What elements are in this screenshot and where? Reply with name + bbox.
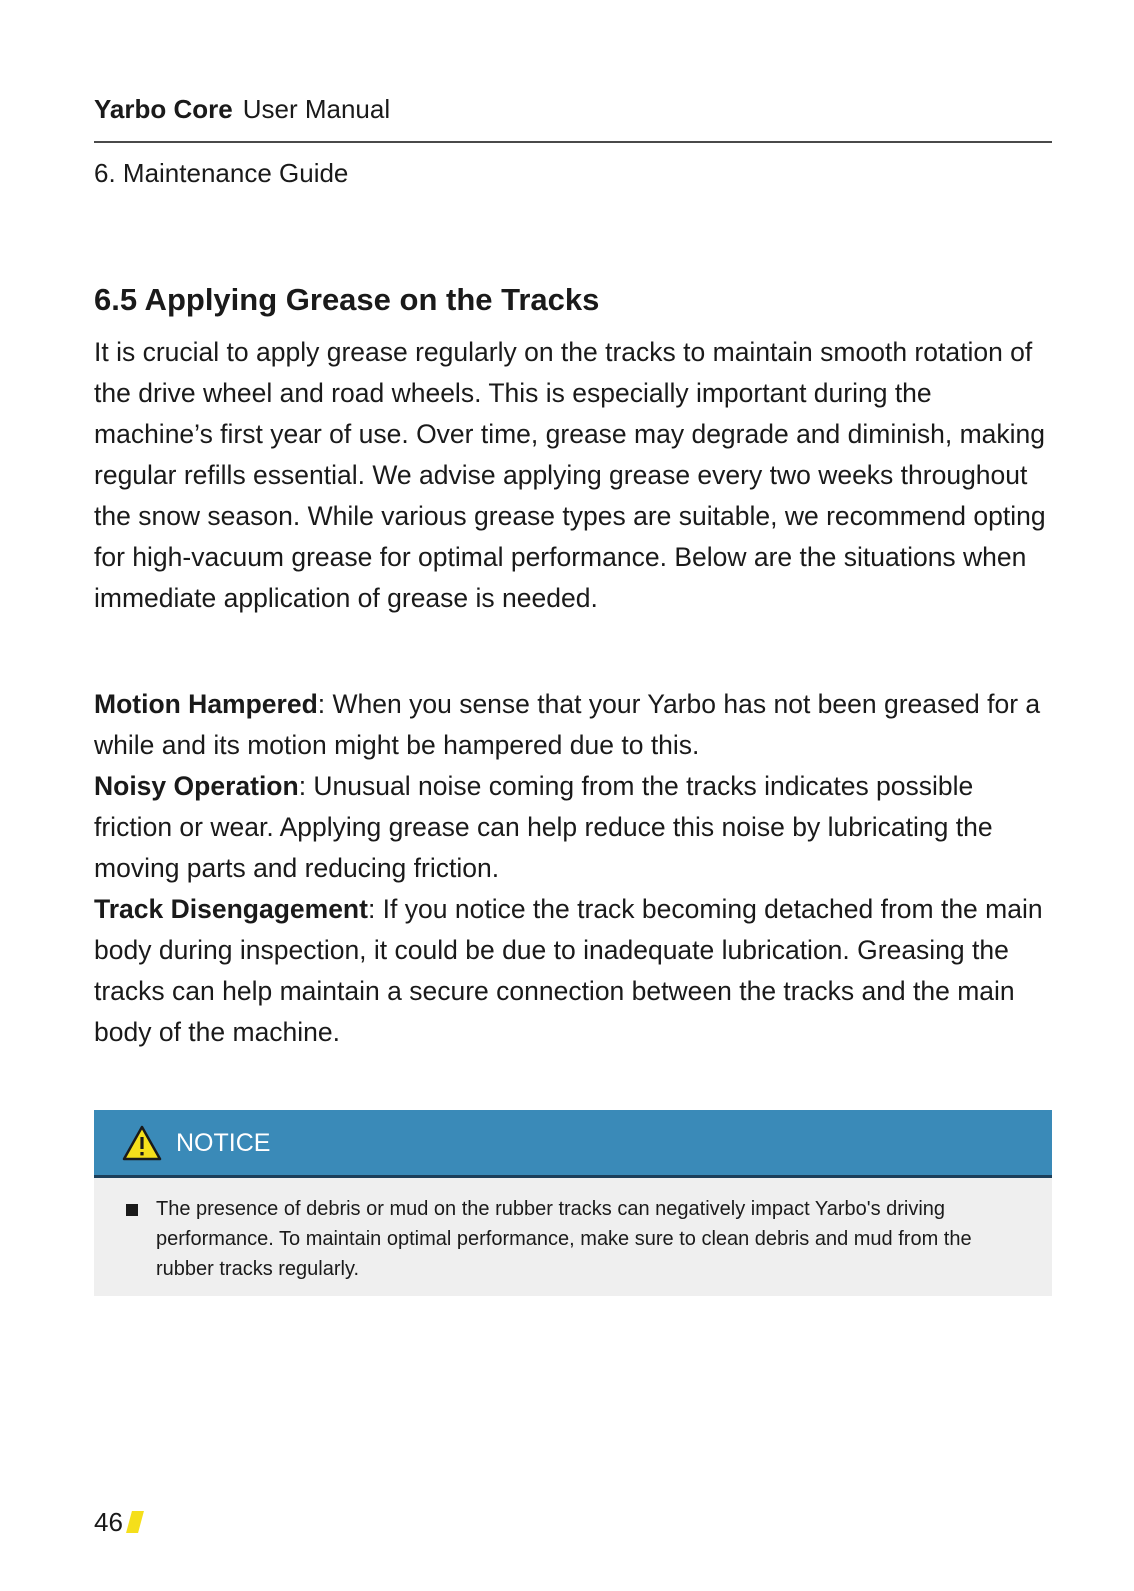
page-number: 46 (94, 1507, 123, 1537)
warning-triangle-icon (122, 1125, 162, 1161)
notice-body (94, 1178, 1052, 1296)
document-title (94, 92, 1051, 126)
situation-description: : If you notice the track becoming detached from the main body during inspection, it could be due to inadequate lubrication. Greasing the tracks can help maintain a secure connection between the tracks and the main body of the machine. (94, 894, 1043, 1047)
header-divider (94, 141, 1052, 143)
chapter-title: 6. Maintenance Guide (94, 158, 349, 188)
page-footer (94, 1505, 141, 1539)
situation-description: : Unusual noise coming from the tracks indicates possible friction or wear. Applying grease can help reduce this noise by lubricating the moving parts and reducing friction. (94, 771, 993, 883)
manual-label: User Manual (242, 94, 391, 124)
intro-paragraph: It is crucial to apply grease regularly on the tracks to maintain smooth rotation of the drive wheel and road wheels. This is especially important during the machine’s first year of use. Over time, grease may degrade and diminish, making regular refills essential. We advise applying grease every two weeks throughout the snow season. While various grease types are suitable, we recommend opting for high-vacuum grease for optimal performance. Below are the situations when immediate application of grease is needed. (94, 337, 1046, 613)
situation-term: Noisy Operation (94, 771, 299, 801)
notice-box (94, 1110, 1052, 1296)
notice-item: The presence of debris or mud on the rubber tracks can negatively impact Yarbo's driving performance. To maintain optimal performance, make sure to clean debris and mud from the rubber tracks regularly. (156, 1198, 972, 1280)
situation-item (94, 684, 1052, 766)
section-title: 6.5 Applying Grease on the Tracks (94, 282, 600, 317)
notice-label: NOTICE (176, 1128, 271, 1157)
brand-name: Yarbo Core (94, 94, 233, 124)
bullet-square-icon (126, 1204, 138, 1216)
situation-term: Motion Hampered (94, 689, 318, 719)
situations-list (94, 684, 1052, 1053)
situation-description: : When you sense that your Yarbo has not been greased for a while and its motion might be hampered due to this. (94, 689, 1041, 760)
situation-item (94, 766, 1052, 889)
situation-item (94, 889, 1052, 1053)
page-accent-mark (126, 1511, 144, 1533)
situation-term: Track Disengagement (94, 894, 368, 924)
notice-header (94, 1110, 1052, 1178)
page-header (94, 92, 1051, 126)
